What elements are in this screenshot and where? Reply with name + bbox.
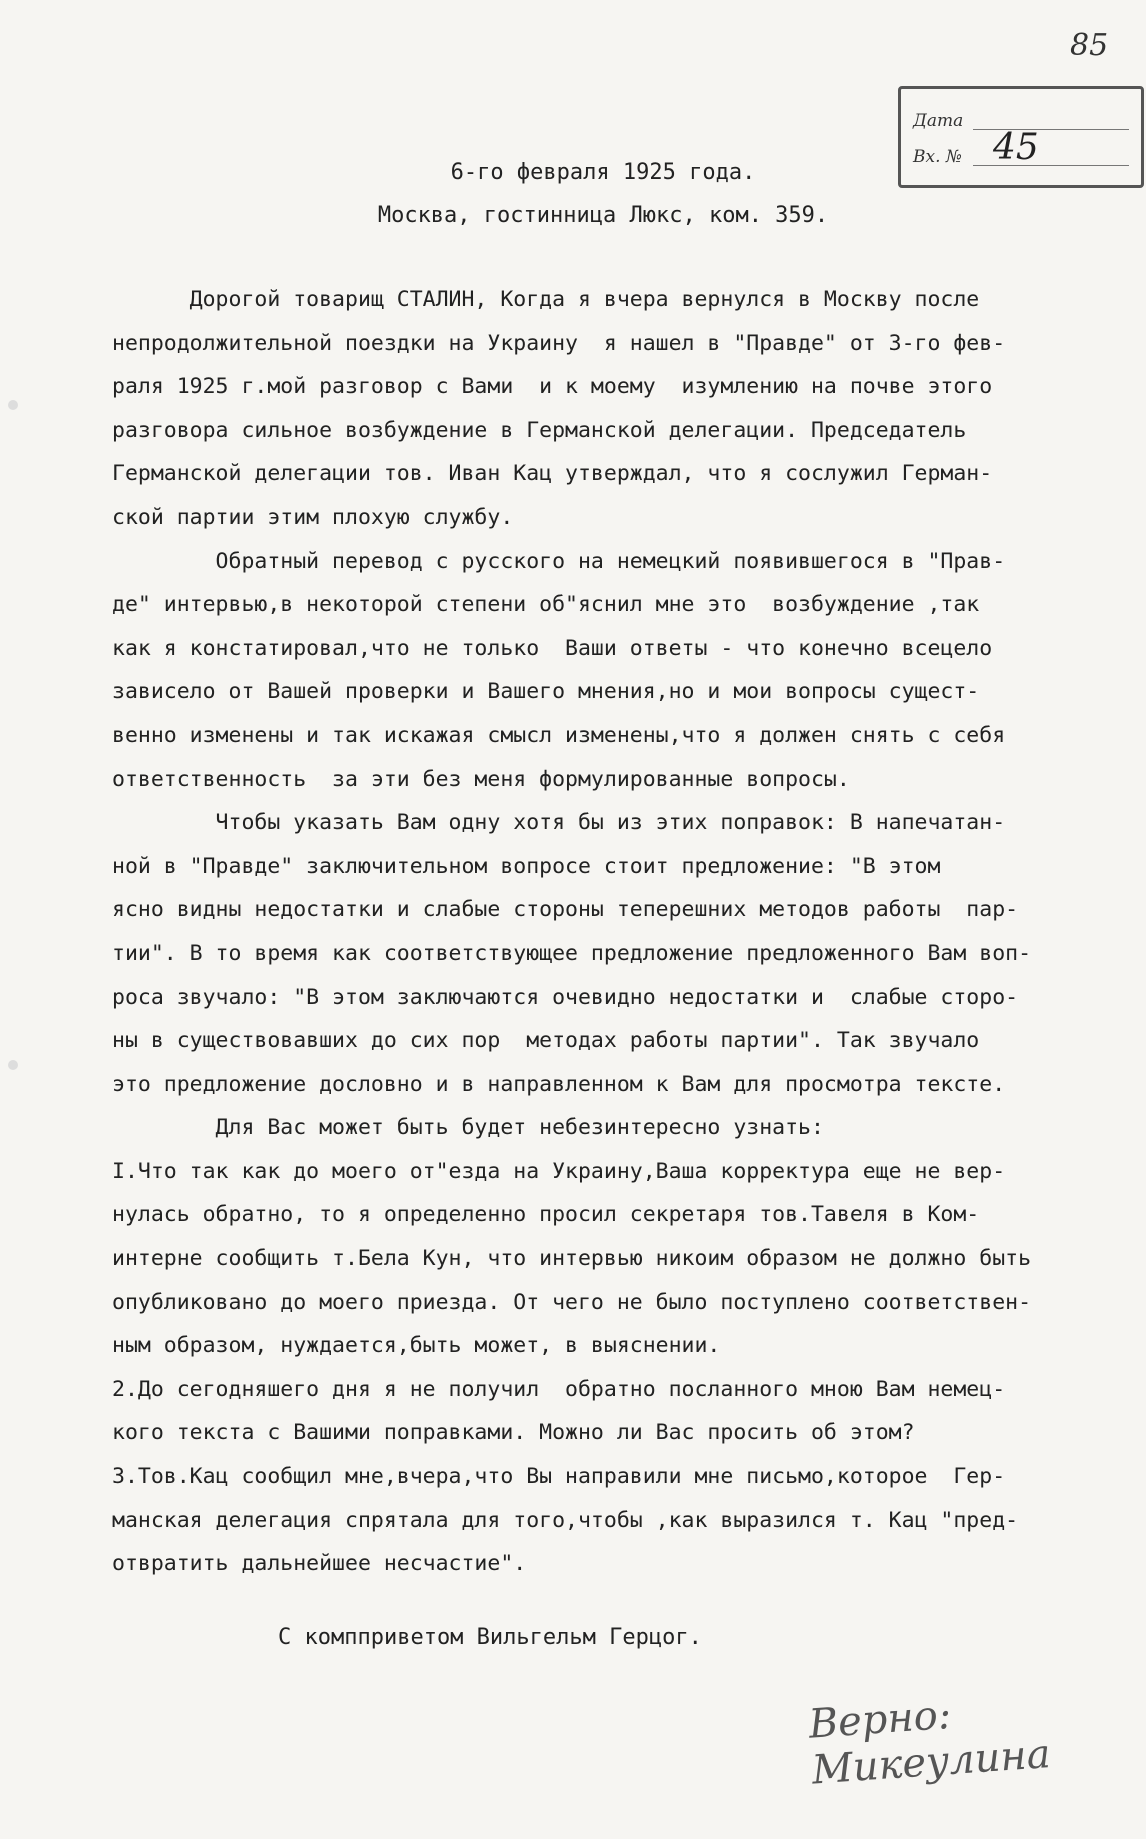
body-line: как я констатировал,что не только Ваши ответы - что конечно всецело — [112, 635, 993, 661]
body-line: венно изменены и так искажая смысл изменены,что я должен снять с себя — [112, 722, 1006, 748]
page-number: 85 — [1070, 28, 1109, 63]
letter-closing: С компприветом Вильгельм Герцог. — [278, 1625, 702, 1650]
stamp-incoming-number: 45 — [993, 127, 1039, 168]
letter-body — [112, 278, 1102, 1586]
letter-place: Москва, гостинница Люкс, ком. 359. — [377, 203, 829, 228]
body-line: тии". В то время как соответствующее предложение предложенного Вам воп- — [112, 940, 1032, 966]
stamp-incoming-label: Вх. № — [913, 147, 962, 167]
body-line: Для Вас может быть будет небезинтересно узнать: — [112, 1115, 824, 1141]
body-line: раля 1925 г.мой разговор с Вами и к моему изумлению на почве этого — [112, 374, 993, 400]
body-line: Обратный перевод с русского на немецкий появившегося в "Прав- — [112, 548, 1006, 574]
body-line: Чтобы указать Вам одну хотя бы из этих поправок: В напечатан- — [112, 810, 1006, 836]
body-line: ным образом, нуждается,быть может, в выяснении. — [112, 1333, 721, 1359]
body-line: роса звучало: "В этом заключаются очевидно недостатки и слабые сторо- — [112, 984, 1019, 1010]
punch-hole-mark — [8, 400, 18, 410]
body-line: Дорогой товарищ СТАЛИН, Когда я вчера вернулся в Москву после — [112, 287, 980, 312]
body-line: зависело от Вашей проверки и Вашего мнения,но и мои вопросы сущест- — [112, 679, 980, 705]
body-line: кого текста с Вашими поправками. Можно ли Вас просить об этом? — [112, 1420, 915, 1446]
body-line: ной в "Правде" заключительном вопросе стоит предложение: "В этом — [112, 853, 941, 879]
body-line: манская делегация спрятала для того,чтобы ,как выразился т. Кац "пред- — [112, 1507, 1019, 1533]
body-line: ответственность за эти без меня формулированные вопросы. — [112, 766, 850, 792]
body-line: I.Что так как до моего от"езда на Украину,Ваша корректура еще не вер- — [112, 1158, 1006, 1184]
body-line: интерне сообщить т.Бела Кун, что интервью никоим образом не должно быть — [112, 1246, 1032, 1272]
body-line: Германской делегации тов. Иван Кац утверждал, что я сослужил Герман- — [112, 461, 993, 487]
body-line: нулась обратно, то я определенно просил секретаря тов.Тавеля в Ком- — [112, 1202, 980, 1228]
body-line: 2.До сегодняшего дня я не получил обратно посланного мною Вам немец- — [112, 1376, 1006, 1402]
body-line: отвратить дальнейшее несчастие". — [112, 1551, 527, 1577]
body-line: ясно видны недостатки и слабые стороны теперешних методов работы пар- — [112, 897, 1019, 923]
handwritten-signature: Верно: Микеулина — [807, 1691, 1052, 1794]
letter-date: 6-го февраля 1925 года. — [450, 160, 756, 185]
body-line: опубликовано до моего приезда. От чего не было поступлено соответствен- — [112, 1289, 1032, 1315]
body-line: непродолжительной поездки на Украину я нашел в "Правде" от 3-го фев- — [112, 330, 1006, 356]
body-line: ны в существовавших до сих пор методах работы партии". Так звучало — [112, 1028, 980, 1054]
stamp-date-label: Дата — [913, 111, 964, 131]
body-line: это предложение дословно и в направленном к Вам для просмотра тексте. — [112, 1071, 1006, 1097]
body-line: 3.Тов.Кац сообщил мне,вчера,что Вы направили мне письмо,которое Гер- — [112, 1464, 1006, 1490]
body-line: разговора сильное возбуждение в Германской делегации. Председатель — [112, 417, 967, 443]
punch-hole-mark — [8, 1060, 18, 1070]
body-line: ской партии этим плохую службу. — [112, 504, 514, 530]
body-line: де" интервью,в некоторой степени об"яснил мне это возбуждение ,так — [112, 592, 980, 618]
